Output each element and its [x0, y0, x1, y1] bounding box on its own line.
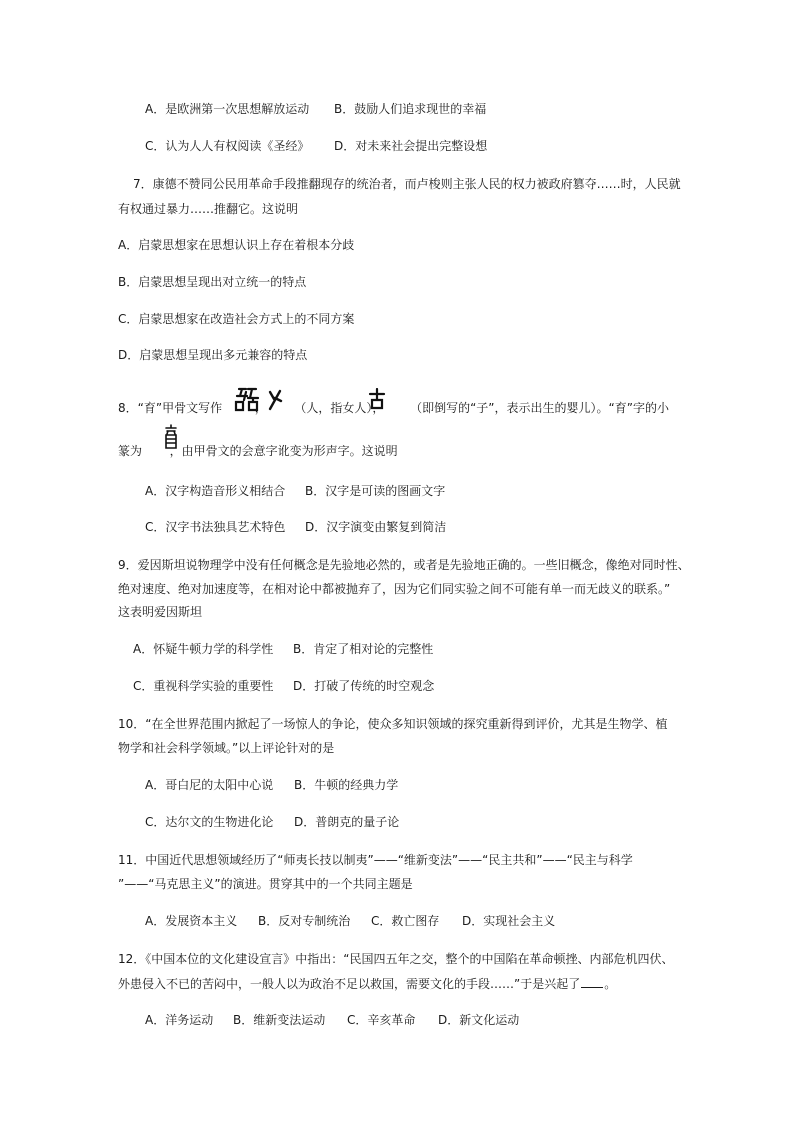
q8-option-d: D．汉字演变由繁复到简洁 — [305, 520, 447, 534]
q10-stem-line1: 10．“在全世界范围内掀起了一场惊人的争论，使众多知识领域的探究重新得到评价，尤其是生物学、植 — [118, 717, 668, 731]
oracle-bone-yu-icon — [234, 386, 260, 412]
q12-option-c: C．辛亥革命 — [347, 1013, 416, 1027]
q11-option-d: D．实现社会主义 — [462, 914, 556, 928]
q7-option-b: B．启蒙思想呈现出对立统一的特点 — [118, 275, 307, 289]
q9-option-a: A．怀疑牛顿力学的科学性 — [133, 642, 274, 656]
q12-stem-line2: 外患侵入不已的苦闷中，一般人以为政治不足以救国，需要文化的手段……”于是兴起了 。 — [118, 977, 617, 991]
q11-option-b: B．反对专制统治 — [258, 914, 351, 928]
q8-option-a: A．汉字构造音形义相结合 — [145, 484, 286, 498]
seal-script-yu-icon — [163, 424, 179, 450]
q10-stem-line2: 物学和社会科学领域。”以上评论针对的是 — [118, 741, 335, 755]
q8-option-b: B．汉字是可读的图画文字 — [305, 484, 446, 498]
q12-option-a: A．洋务运动 — [145, 1013, 214, 1027]
q7-stem-line2: 有权通过暴力……推翻它。这说明 — [118, 202, 299, 216]
q11-option-c: C．救亡图存 — [371, 914, 440, 928]
q6-option-a: A．是欧洲第一次思想解放运动 — [145, 102, 310, 116]
q12-stem-line1: 12．《中国本位的文化建设宣言》中指出：“民国四五年之交，整个的中国陷在革命顿挫、内部危机四伏、 — [118, 952, 674, 966]
q8-stem-line2: 篆为 ，由甲骨文的会意字讹变为形声字。这说明 — [118, 444, 398, 458]
q11-stem-line1: 11．中国近代思想领域经历了“师夷长技以制夷”——“维新变法”——“民主共和”——“民主与科学 — [118, 853, 633, 867]
q9-stem-line1: 9．爱因斯坦说物理学中没有任何概念是先验地必然的，或者是先验地正确的。一些旧概念，像绝对同时性、 — [118, 558, 690, 572]
oracle-bone-zi-icon — [368, 388, 386, 410]
q10-option-a: A．哥白尼的太阳中心说 — [145, 778, 274, 792]
q8-stem-line1: 8．“育”甲骨文写作 ， （人，指女人）， （即倒写的“子”，表示出生的婴儿）。“育”字的小 — [118, 401, 669, 415]
q9-option-b: B．肯定了相对论的完整性 — [293, 642, 434, 656]
q6-option-d: D．对未来社会提出完整设想 — [334, 139, 488, 153]
q9-stem-line2: 绝对速度、绝对加速度等，在相对论中都被抛弃了，因为它们同实验之间不可能有单一而无歧义的联系。” — [118, 582, 671, 596]
q7-option-a: A．启蒙思想家在思想认识上存在着根本分歧 — [118, 238, 355, 252]
q10-option-d: D．普朗克的量子论 — [294, 815, 400, 829]
q6-option-c: C．认为人人有权阅读《圣经》 — [145, 139, 310, 153]
q7-stem-line1: 7．康德不赞同公民用革命手段推翻现存的统治者，而卢梭则主张人民的权力被政府篡夺……时，人民就 — [133, 177, 681, 191]
q11-option-a: A．发展资本主义 — [145, 914, 238, 928]
q9-option-c: C．重视科学实验的重要性 — [133, 679, 274, 693]
q12-option-d: D．新文化运动 — [438, 1013, 520, 1027]
q10-option-c: C．达尔文的生物进化论 — [145, 815, 274, 829]
q11-stem-line2: ”——“马克思主义”的演进。贯穿其中的一个共同主题是 — [118, 877, 413, 891]
q12-option-b: B．维新变法运动 — [233, 1013, 326, 1027]
q10-option-b: B．牛顿的经典力学 — [294, 778, 399, 792]
oracle-bone-ren-icon — [266, 389, 284, 411]
q6-option-b: B．鼓励人们追求现世的幸福 — [334, 102, 487, 116]
q7-option-c: C．启蒙思想家在改造社会方式上的不同方案 — [118, 312, 355, 326]
answer-blank — [581, 975, 603, 988]
q9-option-d: D．打破了传统的时空观念 — [293, 679, 435, 693]
q8-option-c: C．汉字书法独具艺术特色 — [145, 520, 286, 534]
q7-option-d: D．启蒙思想呈现出多元兼容的特点 — [118, 348, 308, 362]
q9-stem-line3: 这表明爱因斯坦 — [118, 605, 203, 619]
